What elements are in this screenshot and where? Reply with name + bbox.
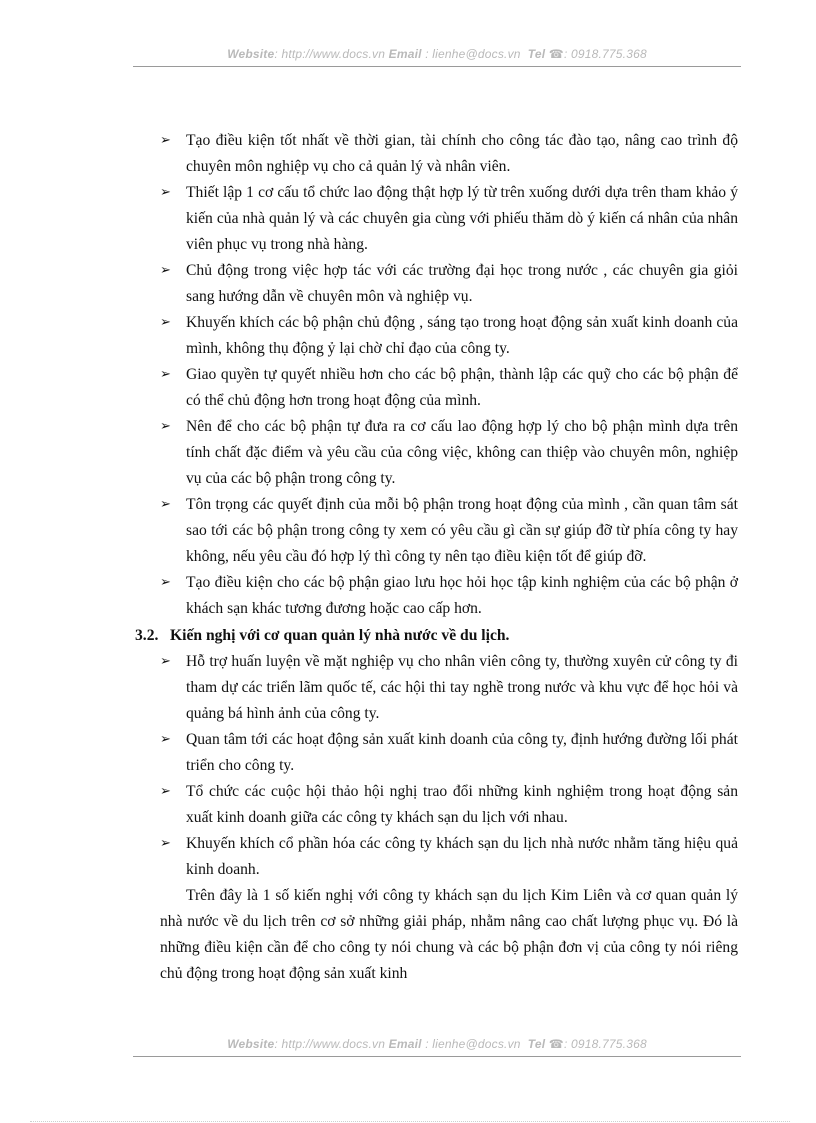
header-website-label: Website (227, 47, 275, 61)
list-item (0, 180, 816, 258)
arrow-bullet-icon: ➢ (160, 836, 171, 851)
list-item (0, 570, 816, 622)
list-item (0, 779, 816, 831)
phone-icon: ☎ (548, 1037, 564, 1051)
header-website-value[interactable]: : http://www.docs.vn (274, 47, 386, 61)
section-heading (0, 623, 816, 649)
footer-website-value[interactable]: : http://www.docs.vn (274, 1037, 386, 1051)
arrow-bullet-icon: ➢ (160, 654, 171, 669)
list-item (0, 727, 816, 779)
footer-website-label: Website (227, 1037, 275, 1051)
list-item-text: Tổ chức các cuộc hội thảo hội nghị trao đổi những kinh nghiệm trong hoạt động sản xuất kinh doanh giữa các công ty khách sạn du lịch với nhau. (186, 783, 738, 826)
footer-email-value[interactable]: : lienhe@docs.vn (425, 1037, 521, 1051)
arrow-bullet-icon: ➢ (160, 732, 171, 747)
company-recommendations-list (0, 128, 816, 622)
arrow-bullet-icon: ➢ (160, 575, 171, 590)
footer-tel-label: Tel (527, 1037, 546, 1051)
list-item-text: Nên để cho các bộ phận tự đưa ra cơ cấu lao động hợp lý cho bộ phận mình dựa trên tính chất đặc điểm và yêu cầu của công việc, không can thiệp vào chuyên môn, nghiệp vụ của các bộ phận trong công ty. (186, 418, 738, 487)
list-item-text: Khuyến khích cổ phần hóa các công ty khách sạn du lịch nhà nước nhằm tăng hiệu quả kinh doanh. (186, 835, 738, 878)
document-body (0, 128, 816, 987)
list-item (0, 649, 816, 727)
arrow-bullet-icon: ➢ (160, 784, 171, 799)
list-item-text: Giao quyền tự quyết nhiều hơn cho các bộ phận, thành lập các quỹ cho các bộ phận để có thể chủ động hơn trong hoạt động của mình. (186, 366, 738, 409)
footer-email-label: Email (388, 1037, 422, 1051)
list-item (0, 414, 816, 492)
arrow-bullet-icon: ➢ (160, 133, 171, 148)
phone-icon: ☎ (548, 47, 564, 61)
list-item-text: Quan tâm tới các hoạt động sản xuất kinh doanh của công ty, định hướng đường lối phát triển cho công ty. (186, 731, 738, 774)
arrow-bullet-icon: ➢ (160, 185, 171, 200)
header-email-label: Email (388, 47, 422, 61)
header-email-value[interactable]: : lienhe@docs.vn (425, 47, 521, 61)
closing-paragraph: Trên đây là 1 số kiến nghị với công ty khách sạn du lịch Kim Liên và cơ quan quản lý nhà nước về du lịch trên cơ sở những giải pháp, nhằm nâng cao chất lượng phục vụ. Đó là những điều kiện cần để cho công ty nói chung và các bộ phận đơn vị của công ty nói riêng chủ động trong hoạt động sản xuất kinh (160, 887, 738, 982)
header-tel-value: : 0918.775.368 (563, 47, 647, 61)
state-recommendations-list (0, 649, 816, 883)
footer-tel-value: : 0918.775.368 (563, 1037, 647, 1051)
list-item-text: Thiết lập 1 cơ cấu tổ chức lao động thật hợp lý từ trên xuống dưới dựa trên tham khảo ý kiến của nhà quản lý và các chuyên gia cùng với phiếu thăm dò ý kiến cá nhân của nhân viên phục vụ trong nhà hàng. (186, 184, 738, 253)
arrow-bullet-icon: ➢ (160, 419, 171, 434)
page-footer (133, 1037, 741, 1051)
list-item (0, 831, 816, 883)
list-item (0, 258, 816, 310)
header-rule (133, 66, 741, 67)
arrow-bullet-icon: ➢ (160, 367, 171, 382)
list-item-text: Tôn trọng các quyết định của mỗi bộ phận trong hoạt động của mình , cần quan tâm sát sao tới các bộ phận trong công ty xem có yêu cầu gì cần sự giúp đỡ từ phía công ty hay không, nếu yêu cầu đó hợp lý thì công ty nên tạo điều kiện tốt để giúp đỡ. (186, 496, 738, 565)
section-title: Kiến nghị với cơ quan quản lý nhà nước về du lịch. (170, 627, 510, 644)
list-item-text: Tạo điều kiện tốt nhất về thời gian, tài chính cho công tác đào tạo, nâng cao trình độ chuyên môn nghiệp vụ cho cả quản lý và nhân viên. (186, 132, 738, 175)
list-item (0, 128, 816, 180)
list-item (0, 310, 816, 362)
arrow-bullet-icon: ➢ (160, 315, 171, 330)
list-item-text: Tạo điều kiện cho các bộ phận giao lưu học hỏi học tập kinh nghiệm của các bộ phận ở khách sạn khác tương đương hoặc cao cấp hơn. (186, 574, 738, 617)
list-item-text: Chủ động trong việc hợp tác với các trường đại học trong nước , các chuyên gia giỏi sang hướng dẫn về chuyên môn và nghiệp vụ. (186, 262, 738, 305)
section-number: 3.2. (135, 627, 159, 644)
page-header (133, 47, 741, 61)
arrow-bullet-icon: ➢ (160, 263, 171, 278)
list-item (0, 362, 816, 414)
footer-rule (133, 1056, 741, 1057)
arrow-bullet-icon: ➢ (160, 497, 171, 512)
list-item-text: Khuyến khích các bộ phận chủ động , sáng tạo trong hoạt động sản xuất kinh doanh của mình, không thụ động ỷ lại chờ chỉ đạo của công ty. (186, 314, 738, 357)
list-item-text: Hỗ trợ huấn luyện về mặt nghiệp vụ cho nhân viên công ty, thường xuyên cử công ty đi tham dự các triển lãm quốc tế, các hội thi tay nghề trong nước và khu vực để học hỏi và quảng bá hình ảnh của công ty. (186, 653, 738, 722)
list-item (0, 492, 816, 570)
page-edge-dots (30, 1121, 790, 1122)
header-tel-label: Tel (527, 47, 546, 61)
